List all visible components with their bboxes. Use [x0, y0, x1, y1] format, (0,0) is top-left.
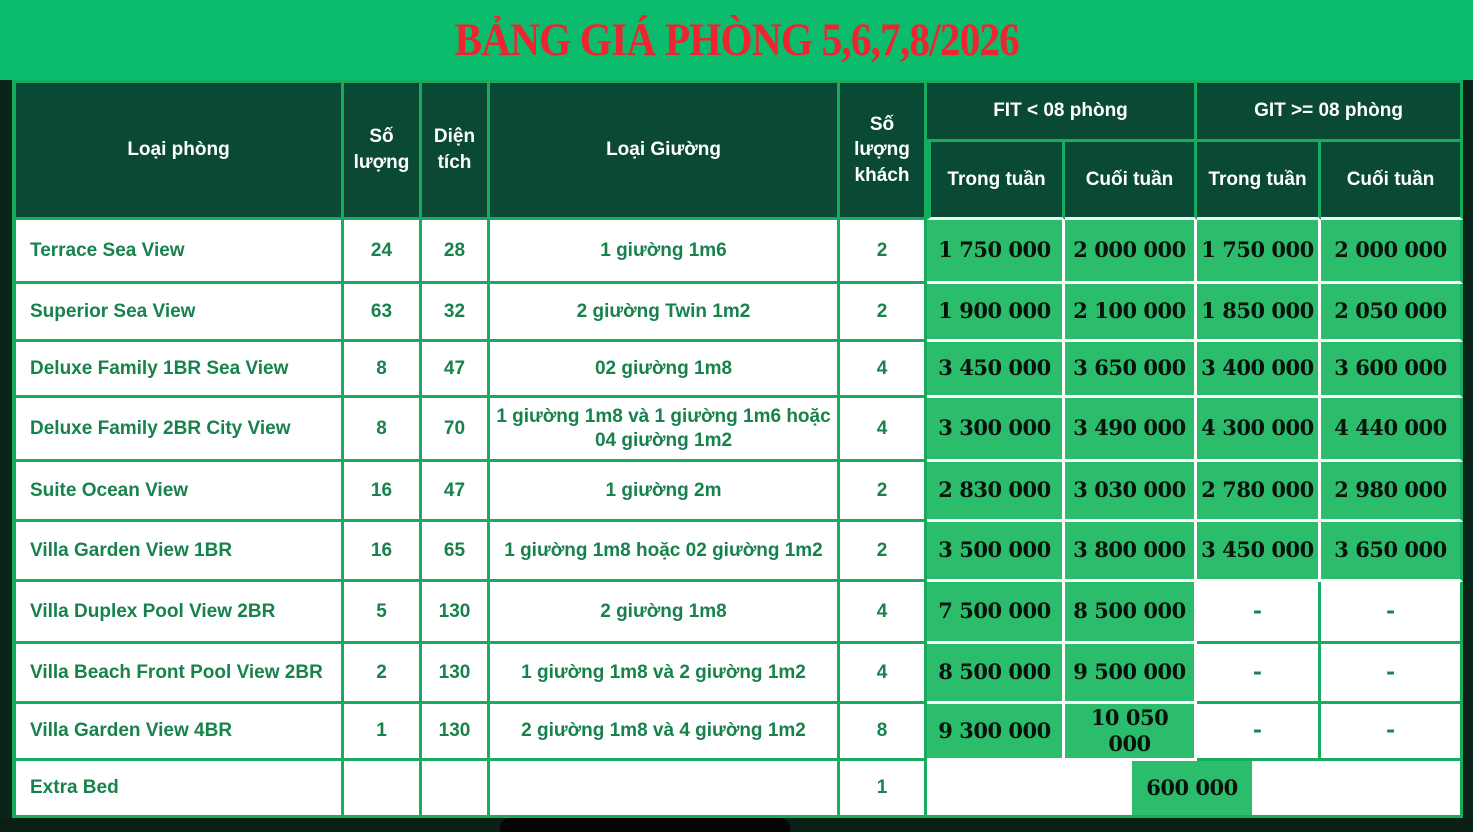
price-cell-fit-weekend: 3 650 000: [1065, 342, 1197, 398]
table-row: [12, 220, 1463, 284]
price-cell-git-weekend: 3 650 000: [1321, 522, 1463, 582]
area-cell: 130: [422, 644, 490, 704]
bottom-bar: [0, 818, 1473, 832]
price-cell-git-weekend: 2 000 000: [1321, 220, 1463, 284]
bed-type-cell: 1 giường 2m: [490, 462, 840, 522]
area-cell: 47: [422, 462, 490, 522]
price-cell-git-weekday: 3 450 000: [1197, 522, 1321, 582]
column-header-fit-weekend: Cuối tuần: [1065, 142, 1197, 220]
area-cell: 70: [422, 398, 490, 462]
room-type-cell: Deluxe Family 2BR City View: [12, 398, 344, 462]
quantity-cell: 2: [344, 644, 422, 704]
price-cell-fit-weekday: 3 500 000: [927, 522, 1065, 582]
price-cell-git-weekend: -: [1321, 582, 1463, 644]
guests-cell: 1: [840, 761, 927, 818]
room-type-cell: Villa Beach Front Pool View 2BR: [12, 644, 344, 704]
guests-cell: 4: [840, 644, 927, 704]
quantity-cell: 8: [344, 398, 422, 462]
area-cell: 65: [422, 522, 490, 582]
column-header-git-weekday: Trong tuần: [1197, 142, 1321, 220]
guests-cell: 4: [840, 398, 927, 462]
column-header-quantity: Số lượng: [344, 80, 422, 220]
extra-bed-blank-right: [1252, 761, 1460, 815]
price-cell-git-weekend: 2 980 000: [1321, 462, 1463, 522]
room-type-cell: Extra Bed: [12, 761, 344, 818]
price-cell-fit-weekend: 3 800 000: [1065, 522, 1197, 582]
table-row-extra-bed: [12, 761, 1463, 818]
price-cell-git-weekday: -: [1197, 582, 1321, 644]
bed-type-cell: 02 giường 1m8: [490, 342, 840, 398]
room-type-cell: Villa Duplex Pool View 2BR: [12, 582, 344, 644]
bed-type-cell: 1 giường 1m8 hoặc 02 giường 1m2: [490, 522, 840, 582]
bed-type-cell: 1 giường 1m8 và 2 giường 1m2: [490, 644, 840, 704]
price-table: [12, 80, 1463, 818]
table-row: [12, 522, 1463, 582]
bottom-handle: [500, 818, 790, 832]
price-cell-git-weekend: -: [1321, 644, 1463, 704]
price-cell-fit-weekday: 7 500 000: [927, 582, 1065, 644]
table-row: [12, 582, 1463, 644]
column-header-area: Diện tích: [422, 80, 490, 220]
area-cell: 32: [422, 284, 490, 342]
guests-cell: 4: [840, 582, 927, 644]
price-cell-fit-weekend: 2 000 000: [1065, 220, 1197, 284]
price-cell-git-weekend: 4 440 000: [1321, 398, 1463, 462]
price-cell-fit-weekday: 1 900 000: [927, 284, 1065, 342]
price-cell-fit-weekday: 1 750 000: [927, 220, 1065, 284]
column-group-git: GIT >= 08 phòng: [1197, 80, 1463, 142]
price-cell-fit-weekday: 8 500 000: [927, 644, 1065, 704]
area-cell: [422, 761, 490, 818]
price-cell-fit-weekday: 2 830 000: [927, 462, 1065, 522]
bed-type-cell: 1 giường 1m6: [490, 220, 840, 284]
quantity-cell: 24: [344, 220, 422, 284]
price-cell-git-weekday: 3 400 000: [1197, 342, 1321, 398]
quantity-cell: 63: [344, 284, 422, 342]
price-cell-fit-weekday: 3 450 000: [927, 342, 1065, 398]
price-cell-fit-weekend: 3 490 000: [1065, 398, 1197, 462]
price-cell-git-weekend: 2 050 000: [1321, 284, 1463, 342]
area-cell: 28: [422, 220, 490, 284]
price-cell-fit-weekend: 3 030 000: [1065, 462, 1197, 522]
price-cell-fit-weekday: 3 300 000: [927, 398, 1065, 462]
table-row: [12, 284, 1463, 342]
guests-cell: 2: [840, 462, 927, 522]
bed-type-cell: 2 giường 1m8: [490, 582, 840, 644]
area-cell: 47: [422, 342, 490, 398]
table-row: [12, 342, 1463, 398]
column-header-room-type: Loại phòng: [12, 80, 344, 220]
extra-bed-price-area: [927, 761, 1463, 818]
room-type-cell: Villa Garden View 4BR: [12, 704, 344, 761]
price-cell-git-weekday: -: [1197, 704, 1321, 761]
column-header-fit-weekday: Trong tuần: [927, 142, 1065, 220]
price-cell-fit-weekend: 8 500 000: [1065, 582, 1197, 644]
extra-bed-blank-left: [927, 761, 1132, 815]
guests-cell: 4: [840, 342, 927, 398]
price-cell-fit-weekday: 9 300 000: [927, 704, 1065, 761]
price-cell-git-weekday: 4 300 000: [1197, 398, 1321, 462]
table-row: [12, 398, 1463, 462]
column-header-git-weekend: Cuối tuần: [1321, 142, 1463, 220]
bed-type-cell: 2 giường 1m8 và 4 giường 1m2: [490, 704, 840, 761]
room-type-cell: Villa Garden View 1BR: [12, 522, 344, 582]
quantity-cell: 16: [344, 462, 422, 522]
header-row-groups: [12, 80, 1463, 142]
price-table-container: [12, 80, 1463, 818]
column-group-fit: FIT < 08 phòng: [927, 80, 1197, 142]
room-type-cell: Suite Ocean View: [12, 462, 344, 522]
table-row: [12, 462, 1463, 522]
price-cell-fit-weekend: 2 100 000: [1065, 284, 1197, 342]
extra-bed-price: 600 000: [1132, 761, 1252, 815]
table-row: [12, 704, 1463, 761]
guests-cell: 2: [840, 220, 927, 284]
quantity-cell: 8: [344, 342, 422, 398]
quantity-cell: 1: [344, 704, 422, 761]
room-type-cell: Superior Sea View: [12, 284, 344, 342]
guests-cell: 2: [840, 284, 927, 342]
bed-type-cell: [490, 761, 840, 818]
guests-cell: 8: [840, 704, 927, 761]
quantity-cell: 5: [344, 582, 422, 644]
title-band: [0, 0, 1473, 80]
quantity-cell: [344, 761, 422, 818]
area-cell: 130: [422, 582, 490, 644]
quantity-cell: 16: [344, 522, 422, 582]
column-header-guests: Số lượng khách: [840, 80, 927, 220]
price-cell-git-weekday: 1 750 000: [1197, 220, 1321, 284]
table-row: [12, 644, 1463, 704]
bed-type-cell: 2 giường Twin 1m2: [490, 284, 840, 342]
price-cell-git-weekday: 1 850 000: [1197, 284, 1321, 342]
column-header-bed-type: Loại Giường: [490, 80, 840, 220]
room-type-cell: Deluxe Family 1BR Sea View: [12, 342, 344, 398]
price-cell-fit-weekend: 9 500 000: [1065, 644, 1197, 704]
guests-cell: 2: [840, 522, 927, 582]
room-type-cell: Terrace Sea View: [12, 220, 344, 284]
page-title: BẢNG GIÁ PHÒNG 5,6,7,8/2026: [454, 14, 1019, 66]
price-cell-fit-weekend: 10 050 000: [1065, 704, 1197, 761]
price-cell-git-weekend: 3 600 000: [1321, 342, 1463, 398]
price-cell-git-weekday: -: [1197, 644, 1321, 704]
bed-type-cell: 1 giường 1m8 và 1 giường 1m6 hoặc 04 giường 1m2: [490, 398, 840, 462]
area-cell: 130: [422, 704, 490, 761]
price-cell-git-weekend: -: [1321, 704, 1463, 761]
price-cell-git-weekday: 2 780 000: [1197, 462, 1321, 522]
